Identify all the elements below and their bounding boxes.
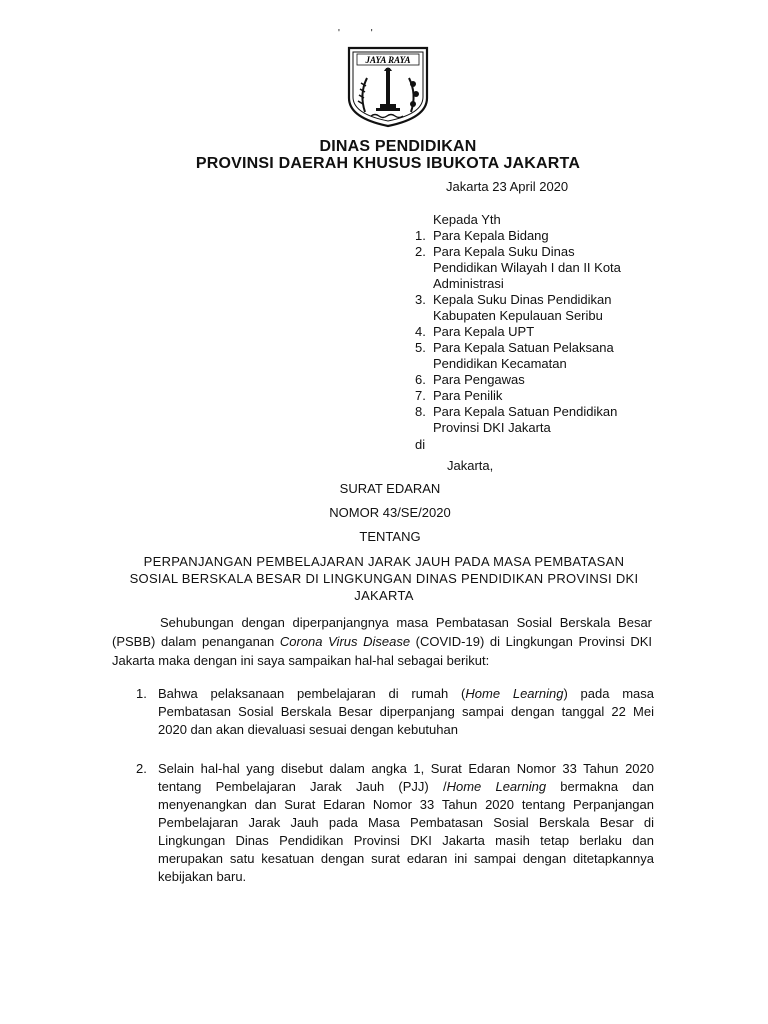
recipient-line: Para Kepala Suku Dinas [433, 244, 575, 259]
recipient-item [415, 244, 675, 292]
point-number: 1. [136, 686, 147, 701]
recipient-number: 3. [415, 292, 426, 307]
recipient-item [415, 228, 675, 244]
province-name: PROVINSI DAERAH KHUSUS IBUKOTA JAKARTA [195, 155, 581, 172]
point-text-end: ) pada masa Pembatasan Sosial Berskala Besar diperpanjang sampai dengan tanggal 22 Mei 2020 dan akan dievaluasi sesuai dengan kebutuhan [158, 686, 655, 737]
recipient-line: Provinsi DKI Jakarta [433, 420, 551, 435]
point-2 [136, 760, 654, 886]
recipient-city: Jakarta, [447, 458, 494, 473]
recipient-text [433, 292, 612, 324]
recipient-line: Para Pengawas [433, 372, 525, 387]
point-italic-text: Home Learning [446, 779, 547, 794]
recipient-line: Para Kepala Satuan Pendidikan [433, 404, 618, 419]
recipient-number: 1. [415, 228, 426, 243]
recipient-line: Administrasi [433, 276, 504, 291]
letter-about: TENTANG [359, 529, 421, 544]
recipient-line: Pendidikan Wilayah I dan II Kota [433, 260, 621, 275]
recipient-block [415, 212, 675, 474]
intro-paragraph [112, 613, 652, 670]
subject-line: SOSIAL BERSKALA BESAR DI LINGKUNGAN DINAS PENDIDIKAN PROVINSI DKI [129, 571, 639, 586]
recipient-item [415, 340, 675, 372]
recipient-line: Pendidikan Kecamatan [433, 356, 567, 371]
recipient-item [415, 292, 675, 324]
intro-text-end: (COVID-19) di Lingkungan Provinsi DKI Jakarta maka dengan ini saya sampaikan hal-hal sebagai berikut: [112, 634, 652, 668]
recipient-greeting: Kepada Yth [433, 212, 501, 227]
emblem-caption: JAYA RAYA [365, 55, 411, 65]
recipient-text [433, 244, 621, 292]
point-text-start: Bahwa pelaksanaan pembelajaran di rumah ( [158, 686, 466, 701]
recipient-number: 4. [415, 324, 426, 339]
recipient-list [415, 228, 675, 436]
recipient-number: 8. [415, 404, 426, 419]
point-number: 2. [136, 761, 147, 776]
recipient-text [433, 388, 502, 404]
recipient-line: Para Penilik [433, 388, 503, 403]
intro-italic-text: Corona Virus Disease [279, 634, 411, 649]
recipient-text [433, 404, 617, 436]
jaya-raya-emblem-icon [343, 44, 433, 128]
recipient-item [415, 324, 675, 340]
recipient-di: di [415, 437, 426, 452]
recipient-number: 7. [415, 388, 426, 403]
point-text-end: bermakna dan menyenangkan dan Surat Edaran Nomor 33 Tahun 2020 tentang Perpanjangan Pembelajaran Jarak Jauh pada Masa Pembatasan Sosial Berskala Besar di Lingkungan Dinas Pendidikan Provinsi DKI Jakarta masih tetap berlaku dan merupakan satu kesatuan dengan surat edaran ini sampai dengan ditetapkannya kebijakan baru. [158, 779, 654, 884]
subject-line: PERPANJANGAN PEMBELAJARAN JARAK JAUH PADA MASA PEMBATASAN [143, 554, 625, 569]
recipient-number: 5. [415, 340, 426, 355]
recipient-item [415, 372, 675, 388]
subject-line: JAKARTA [354, 588, 414, 603]
recipient-number: 2. [415, 244, 426, 259]
recipient-text [433, 340, 614, 372]
point-1 [136, 685, 654, 739]
recipient-line: Kepala Suku Dinas Pendidikan [433, 292, 612, 307]
letter-subject [110, 553, 658, 604]
recipient-line: Kabupaten Kepulauan Seribu [433, 308, 603, 323]
letter-number: NOMOR 43/SE/2020 [329, 505, 451, 520]
numbered-points [136, 685, 654, 907]
recipient-text [433, 372, 525, 388]
agency-name: DINAS PENDIDIKAN [319, 138, 477, 155]
recipient-text [433, 228, 549, 244]
point-text-start: Selain hal-hal yang disebut dalam angka 1, Surat Edaran Nomor 33 Tahun 2020 tentang Pembelajaran Jarak Jauh (PJJ) / [158, 761, 654, 794]
point-italic-text: Home Learning [465, 686, 564, 701]
recipient-line: Para Kepala Bidang [433, 228, 549, 243]
recipient-text [433, 324, 534, 340]
recipient-line: Para Kepala Satuan Pelaksana [433, 340, 614, 355]
recipient-item [415, 404, 675, 436]
intro-text: Sehubungan dengan diperpanjangnya masa Pembatasan Sosial Berskala Besar (PSBB) dalam penanganan [112, 615, 652, 649]
point-text [158, 685, 654, 739]
recipient-item [415, 388, 675, 404]
scan-specks: ' ' [338, 28, 387, 39]
recipient-number: 6. [415, 372, 426, 387]
letter-date: Jakarta 23 April 2020 [446, 179, 569, 194]
recipient-line: Para Kepala UPT [433, 324, 535, 339]
letter-title: SURAT EDARAN [339, 481, 441, 496]
point-text [158, 760, 654, 886]
